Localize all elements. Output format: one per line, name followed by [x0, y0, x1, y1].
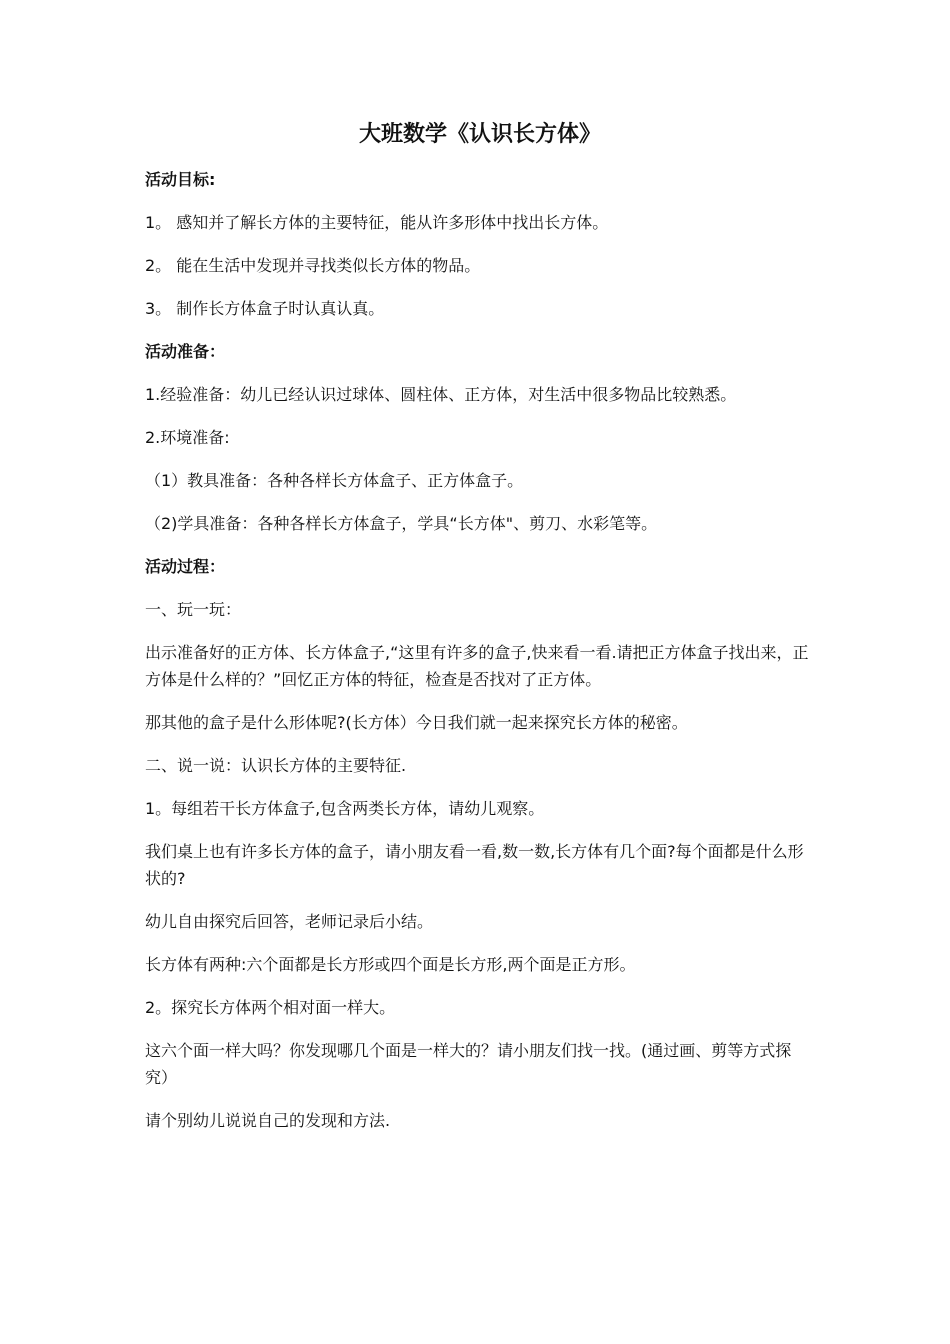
process-paragraph: 2。探究长方体两个相对面一样大。 [145, 998, 396, 1017]
prep-item: 2.环境准备: [145, 428, 230, 447]
prep-item: （2)学具准备：各种各样长方体盒子，学具“长方体"、剪刀、水彩笔等。 [145, 514, 658, 533]
goal-item: 2。 能在生活中发现并寻找类似长方体的物品。 [145, 256, 481, 275]
goal-item: 1。 感知并了解长方体的主要特征，能从许多形体中找出长方体。 [145, 213, 609, 232]
process-paragraph: 那其他的盒子是什么形体呢?(长方体）今日我们就一起来探究长方体的秘密。 [145, 713, 688, 732]
process-paragraph: 1。每组若干长方体盒子,包含两类长方体，请幼儿观察。 [145, 799, 545, 818]
prep-item: 1.经验准备：幼儿已经认识过球体、圆柱体、正方体，对生活中很多物品比较熟悉。 [145, 385, 737, 404]
process-paragraph: 我们桌上也有许多长方体的盒子，请小朋友看一看,数一数,长方体有几个面?每个面都是什么形状的? [145, 842, 804, 888]
document-title: 大班数学《认识长方体》 [358, 122, 601, 147]
prep-item: （1）教具准备：各种各样长方体盒子、正方体盒子。 [145, 471, 524, 490]
process-paragraph: 一、玩一玩： [145, 600, 242, 619]
goal-item: 3。 制作长方体盒子时认真认真。 [145, 299, 385, 318]
process-paragraph: 出示准备好的正方体、长方体盒子,“这里有许多的盒子,快来看一看.请把正方体盒子找出来，正方体是什么样的？”回忆正方体的特征，检查是否找对了正方体。 [145, 643, 809, 689]
process-paragraph: 请个别幼儿说说自己的发现和方法. [145, 1111, 391, 1130]
process-heading: 活动过程： [145, 557, 226, 576]
process-paragraph: 幼儿自由探究后回答，老师记录后小结。 [145, 912, 434, 931]
process-paragraph: 长方体有两种:六个面都是长方形或四个面是长方形,两个面是正方形。 [145, 955, 636, 974]
process-paragraph: 这六个面一样大吗？你发现哪几个面是一样大的？请小朋友们找一找。(通过画、剪等方式探究） [145, 1041, 792, 1087]
process-paragraph: 二、说一说：认识长方体的主要特征. [145, 756, 407, 775]
document-body [145, 118, 815, 1150]
prep-heading: 活动准备： [145, 342, 226, 361]
goals-heading: 活动目标: [145, 170, 216, 189]
